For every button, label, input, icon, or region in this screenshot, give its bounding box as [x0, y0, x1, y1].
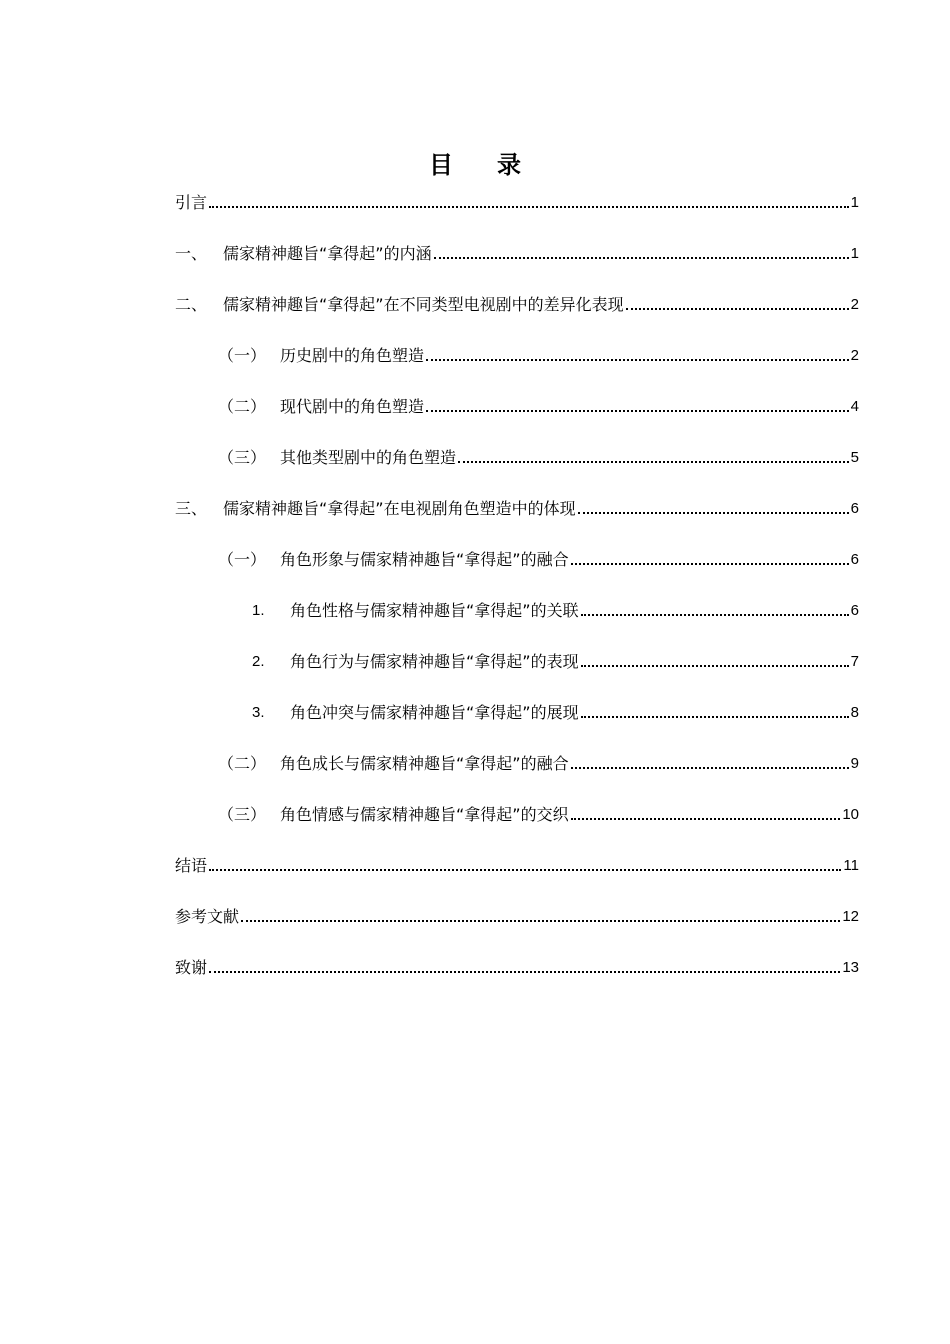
toc-entry-page-number: 13 [842, 959, 859, 976]
toc-entry-section-3-2[interactable] [218, 751, 859, 775]
toc-entry-page-number: 6 [850, 602, 859, 619]
dot-leader [571, 818, 841, 820]
toc-entry-page-number: 6 [850, 500, 859, 517]
dot-leader [434, 257, 849, 259]
toc-entry-label: 儒家精神趣旨“拿得起”的内涵 [223, 244, 432, 263]
toc-entry-number: （二） [218, 754, 267, 773]
toc-entry-section-2-1[interactable] [218, 343, 859, 367]
toc-entry-section-3[interactable] [175, 496, 859, 520]
toc-entry-label: 历史剧中的角色塑造 [280, 346, 425, 365]
dot-leader [458, 461, 849, 463]
dot-leader [581, 665, 849, 667]
toc-entry-number: 3. [252, 704, 265, 721]
toc-entry-section-3-1-1[interactable] [252, 598, 859, 622]
toc-entry-section-3-1-3[interactable] [252, 700, 859, 724]
dot-leader [571, 563, 849, 565]
toc-entry-label: 引言 [175, 193, 208, 212]
toc-entry-label: 参考文献 [175, 907, 240, 926]
dot-leader [209, 206, 849, 208]
toc-entry-page-number: 1 [850, 245, 859, 262]
dot-leader [626, 308, 849, 310]
toc-entry-section-3-1-2[interactable] [252, 649, 859, 673]
toc-entry-page-number: 5 [850, 449, 859, 466]
toc-entry-page-number: 8 [850, 704, 859, 721]
toc-entry-acknowledgements[interactable] [175, 955, 859, 979]
toc-entry-label: 致谢 [175, 958, 208, 977]
toc-entry-label: 儒家精神趣旨“拿得起”在不同类型电视剧中的差异化表现 [223, 295, 624, 314]
toc-entry-page-number: 10 [842, 806, 859, 823]
dot-leader [426, 359, 849, 361]
toc-entry-label: 结语 [175, 856, 208, 875]
toc-entry-label: 现代剧中的角色塑造 [280, 397, 425, 416]
dot-leader [209, 971, 840, 973]
toc-entry-section-2-2[interactable] [218, 394, 859, 418]
toc-entry-section-2-3[interactable] [218, 445, 859, 469]
toc-entry-label: 角色性格与儒家精神趣旨“拿得起”的关联 [290, 601, 579, 620]
toc-entry-references[interactable] [175, 904, 859, 928]
toc-entry-number: 1. [252, 602, 265, 619]
toc-entry-section-3-1[interactable] [218, 547, 859, 571]
dot-leader [571, 767, 849, 769]
toc-entry-label: 角色形象与儒家精神趣旨“拿得起”的融合 [280, 550, 569, 569]
toc-entry-page-number: 9 [850, 755, 859, 772]
toc-entry-page-number: 2 [850, 347, 859, 364]
toc-entry-section-3-3[interactable] [218, 802, 859, 826]
toc-entry-number: 三、 [175, 499, 208, 518]
dot-leader [578, 512, 849, 514]
toc-entry-label: 儒家精神趣旨“拿得起”在电视剧角色塑造中的体现 [223, 499, 576, 518]
dot-leader [209, 869, 841, 871]
toc-entry-page-number: 2 [850, 296, 859, 313]
toc-entry-page-number: 1 [850, 194, 859, 211]
toc-entry-number: （一） [218, 346, 267, 365]
toc-entry-page-number: 4 [850, 398, 859, 415]
toc-entry-number: 2. [252, 653, 265, 670]
dot-leader [581, 614, 849, 616]
toc-entry-label: 角色行为与儒家精神趣旨“拿得起”的表现 [290, 652, 579, 671]
toc-entry-number: 一、 [175, 244, 208, 263]
toc-entry-label: 其他类型剧中的角色塑造 [280, 448, 457, 467]
toc-title-char-2: 录 [497, 151, 521, 179]
dot-leader [581, 716, 849, 718]
toc-entry-conclusion[interactable] [175, 853, 859, 877]
toc-entry-introduction[interactable] [175, 190, 859, 214]
toc-title [0, 148, 950, 182]
dot-leader [241, 920, 840, 922]
toc-entry-page-number: 6 [850, 551, 859, 568]
toc-entry-number: （三） [218, 448, 267, 467]
toc-entry-label: 角色情感与儒家精神趣旨“拿得起”的交织 [280, 805, 569, 824]
toc-entry-page-number: 7 [850, 653, 859, 670]
toc-entry-label: 角色冲突与儒家精神趣旨“拿得起”的展现 [290, 703, 579, 722]
dot-leader [426, 410, 849, 412]
toc-entry-section-1[interactable] [175, 241, 859, 265]
toc-entry-number: 二、 [175, 295, 208, 314]
toc-entry-page-number: 11 [843, 857, 859, 874]
toc-entry-number: （三） [218, 805, 267, 824]
toc-title-char-1: 目 [429, 151, 453, 179]
toc-entry-label: 角色成长与儒家精神趣旨“拿得起”的融合 [280, 754, 569, 773]
toc-entry-number: （一） [218, 550, 267, 569]
toc-entry-number: （二） [218, 397, 267, 416]
toc-entry-section-2[interactable] [175, 292, 859, 316]
toc-entry-page-number: 12 [842, 908, 859, 925]
